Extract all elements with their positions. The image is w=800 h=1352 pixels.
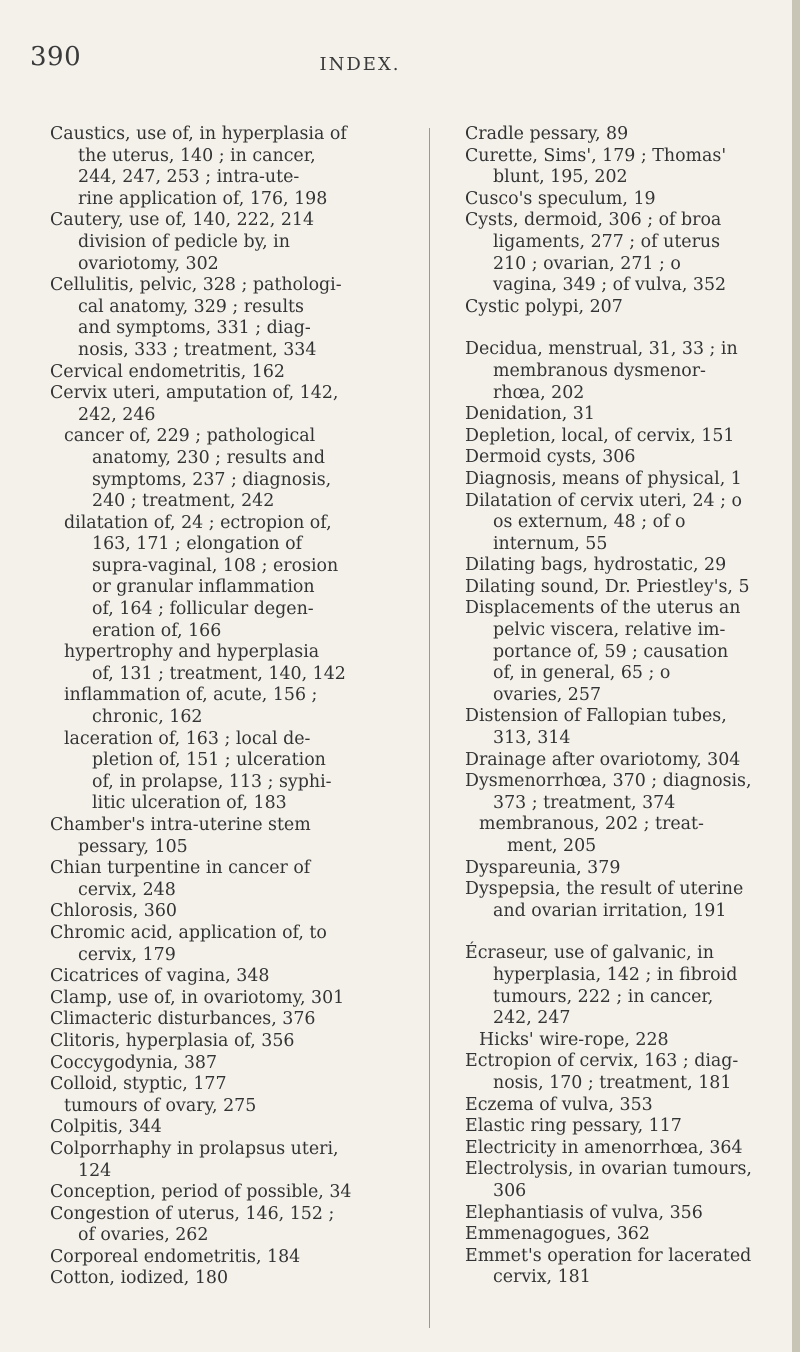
index-entry: laceration of, 163 ; local de- pletion of, 151 ; ulceration of, in prolapse, 113 ; syphi- litic ulceration of, 183 bbox=[64, 728, 332, 814]
index-entry: Climacteric disturbances, 376 bbox=[50, 1009, 316, 1030]
index-entry: Hicks' wire-rope, 228 bbox=[479, 1029, 669, 1050]
index-entry: Depletion, local, of cervix, 151 bbox=[465, 425, 735, 446]
index-entry: Dermoid cysts, 306 bbox=[465, 447, 636, 468]
index-entry: Cicatrices of vagina, 348 bbox=[50, 966, 270, 987]
running-head: INDEX. bbox=[319, 54, 401, 75]
index-entry: inflammation of, acute, 156 ; chronic, 162 bbox=[64, 685, 318, 728]
index-entry: Dysmenorrhœa, 370 ; diagnosis, 373 ; treatment, 374 bbox=[465, 771, 752, 813]
index-entry: Clamp, use of, in ovariotomy, 301 bbox=[50, 987, 345, 1008]
index-entry: Ectropion of cervix, 163 ; diag- nosis, 170 ; treatment, 181 bbox=[465, 1051, 739, 1093]
index-entry: Corporeal endometritis, 184 bbox=[50, 1246, 301, 1267]
index-entry: Colloid, styptic, 177 bbox=[50, 1074, 227, 1095]
index-entry: Distension of Fallopian tubes, 313, 314 bbox=[465, 706, 727, 749]
index-entry: Chamber's intra-uterine stem pessary, 105 bbox=[50, 815, 311, 857]
index-entry: Dyspepsia, the result of uterine and ovarian irritation, 191 bbox=[465, 879, 744, 921]
index-column-right bbox=[465, 124, 790, 1289]
index-entry: Caustics, use of, in hyperplasia of the uterus, 140 ; in cancer, 244, 247, 253 ; intra-ute- rine application of, 176, 198 bbox=[50, 124, 347, 209]
index-entry: Dilating bags, hydrostatic, 29 bbox=[465, 555, 727, 576]
index-entry: Displacements of the uterus an pelvic viscera, relative im- portance of, 59 ; causation of, in general, 65 ; o ovaries, 257 bbox=[465, 598, 741, 705]
index-entry: Elephantiasis of vulva, 356 bbox=[465, 1202, 703, 1223]
index-entry: Coccygodynia, 387 bbox=[50, 1052, 218, 1073]
index-entry: Cervix uteri, amputation of, 142, 242, 246 bbox=[50, 383, 339, 425]
index-entry: Decidua, menstrual, 31, 33 ; in membranous dysmenor- rhœa, 202 bbox=[465, 339, 738, 403]
column-divider bbox=[429, 128, 430, 1328]
index-entry: Curette, Sims', 179 ; Thomas' blunt, 195, 202 bbox=[465, 145, 727, 188]
index-entry: membranous, 202 ; treat- ment, 205 bbox=[479, 814, 704, 856]
index-entry: Cervical endometritis, 162 bbox=[50, 361, 285, 382]
index-entry: tumours of ovary, 275 bbox=[64, 1095, 257, 1116]
index-entry: Electrolysis, in ovarian tumours, 306 bbox=[465, 1159, 752, 1201]
index-entry: Écraseur, use of galvanic, in hyperplasia, 142 ; in fibroid tumours, 222 ; in cancer, 242, 247 bbox=[465, 943, 738, 1029]
index-entry: Colporrhaphy in prolapsus uteri, 124 bbox=[50, 1138, 339, 1181]
index-entry: Elastic ring pessary, 117 bbox=[465, 1116, 682, 1137]
index-entry: Cystic polypi, 207 bbox=[465, 296, 623, 317]
index-entry: Cysts, dermoid, 306 ; of broa ligaments, 277 ; of uterus 210 ; ovarian, 271 ; o vagina, 349 ; of vulva, 352 bbox=[465, 210, 727, 296]
page-number: 390 bbox=[30, 42, 82, 72]
index-column-left bbox=[50, 124, 408, 1290]
index-entry: Cotton, iodized, 180 bbox=[50, 1268, 229, 1289]
index-entry: Diagnosis, means of physical, 1 bbox=[465, 468, 742, 489]
index-entry: Cradle pessary, 89 bbox=[465, 124, 629, 144]
index-entry: hypertrophy and hyperplasia of, 131 ; treatment, 140, 142 bbox=[64, 642, 346, 684]
index-entry: cancer of, 229 ; pathological anatomy, 230 ; results and symptoms, 237 ; diagnosis, 240 ; treatment, 242 bbox=[64, 426, 332, 512]
index-entry: Chian turpentine in cancer of cervix, 248 bbox=[50, 858, 311, 900]
index-entry: Cellulitis, pelvic, 328 ; pathologi- cal anatomy, 329 ; results and symptoms, 331 ; diag- nosis, 333 ; treatment, 334 bbox=[50, 275, 342, 360]
index-entry: Congestion of uterus, 146, 152 ; of ovaries, 262 bbox=[50, 1203, 335, 1246]
index-entry: Eczema of vulva, 353 bbox=[465, 1094, 653, 1115]
index-entry: Cusco's speculum, 19 bbox=[465, 188, 656, 209]
index-entry: Electricity in amenorrhœa, 364 bbox=[465, 1137, 743, 1158]
index-entry: Cautery, use of, 140, 222, 214 division of pedicle by, in ovariotomy, 302 bbox=[50, 210, 315, 274]
index-entry: Colpitis, 344 bbox=[50, 1117, 162, 1138]
index-entry: Emmet's operation for lacerated cervix, 181 bbox=[465, 1245, 752, 1288]
page-edge bbox=[792, 0, 800, 1352]
index-entry: Emmenagogues, 362 bbox=[465, 1224, 650, 1245]
index-entry: Drainage after ovariotomy, 304 bbox=[465, 749, 741, 770]
index-entry: Denidation, 31 bbox=[465, 404, 595, 425]
index-entry: Conception, period of possible, 34 bbox=[50, 1182, 352, 1203]
index-entry: dilatation of, 24 ; ectropion of, 163, 171 ; elongation of supra-vaginal, 108 ; erosion or granular inflammation of, 164 ; follicular degen- eration of, 166 bbox=[64, 512, 339, 641]
index-entry: Clitoris, hyperplasia of, 356 bbox=[50, 1030, 295, 1051]
index-entry: Dyspareunia, 379 bbox=[465, 857, 621, 878]
index-entry: Dilating sound, Dr. Priestley's, 5 bbox=[465, 576, 750, 597]
index-entry: Chromic acid, application of, to cervix, 179 bbox=[50, 922, 327, 965]
index-entry: Dilatation of cervix uteri, 24 ; o os externum, 48 ; of o internum, 55 bbox=[465, 490, 742, 554]
index-entry: Chlorosis, 360 bbox=[50, 901, 177, 922]
